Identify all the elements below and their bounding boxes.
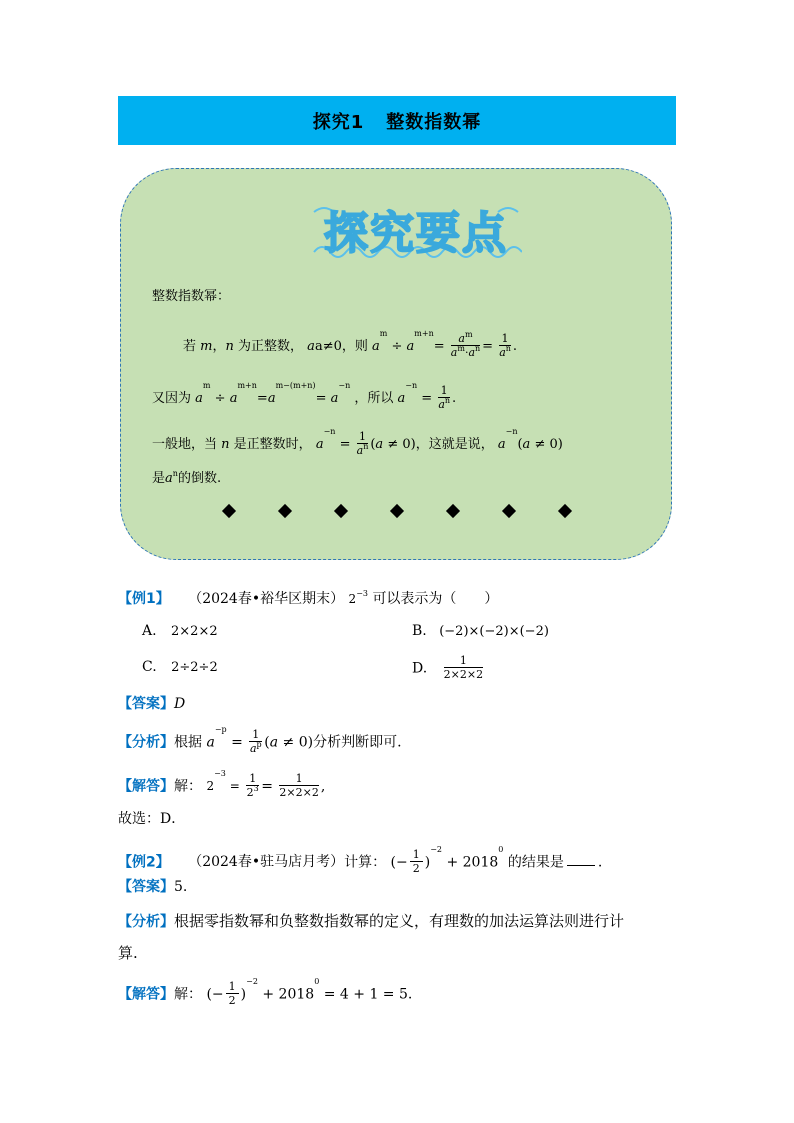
diamond-icon [334, 504, 348, 518]
panel-line-2: 又因为 $a^m \div a^{m+n}=a^{m-(m+n)}= a^{-n}$ ，所以 $a^{-n}$ = $\frac{1}{a^n}$ . [152, 381, 457, 412]
panel-line-3: 一般地，当 n 是正整数时， $a^{-n}$ = $\frac{1}{a^n}$ (a ≠ 0)，这就是说， $a^{-n}(a \ne 0)$ [152, 427, 563, 458]
option-a: A. 2×2×2 [142, 623, 218, 639]
diamond-icon [390, 504, 404, 518]
example-2-tag: 【例2】 [118, 854, 170, 871]
panel-line-4: 是$a^n$的倒数. [152, 469, 222, 486]
example-1-conclusion: 故选：D． [118, 811, 186, 827]
diamond-icon [446, 504, 460, 518]
example-2-analysis-cont: 算. [118, 944, 138, 962]
diamond-icon [558, 504, 572, 518]
example-2-solution: 【解答】解： (− $\frac{1}{2}$ )$^{-2} + 2018^0 = 4 + 1 = 5$. [118, 977, 413, 1008]
banner-number: 探究1 [312, 111, 365, 133]
example-2-answer: 【答案】5. [118, 879, 188, 895]
stamp-title: 探究要点 [324, 208, 508, 259]
diamond-divider [221, 506, 581, 522]
key-points-stamp [310, 202, 522, 268]
example-1-analysis: 【分析】根据 $a^{-p}$ = $\frac{1}{a^p}$ (a ≠ 0)分析判断即可. [118, 725, 402, 756]
example-1-solution: 【解答】解： $2^{-3}$ = $\frac{1}{2^3}$ = $\frac{1}{2\times 2\times 2}$ , [118, 769, 326, 800]
example-2-question: 【例2】 （2024春•驻马店月考）计算： (− $\frac{1}{2}$ )$^{-2} + 2018^0$ 的结果是 . [118, 845, 603, 876]
diamond-icon [502, 504, 516, 518]
panel-heading: 整数指数幂： [152, 289, 231, 304]
option-b: B. (−2)×(−2)×(−2) [412, 623, 549, 639]
banner-title: 整数指数幂 [386, 111, 482, 133]
diamond-icon [222, 504, 236, 518]
panel-line-1: 若 m，n 为正整数， aa≠0，则 $a^m \div a^{m+n}=$ $\frac{a^m}{a^m\cdot a^n}$ = $\frac{1}{a^n}$ . [183, 329, 518, 360]
section-banner [118, 96, 676, 145]
diamond-icon [278, 504, 292, 518]
example-1-tag: 【例1】 [118, 591, 170, 607]
example-1-answer: 【答案】D [118, 696, 186, 712]
option-d: D. $\frac{1}{2\times 2\times 2}$ [412, 654, 484, 682]
option-c: C. 2÷2÷2 [142, 659, 218, 675]
example-2-analysis: 【分析】根据零指数幂和负整数指数幂的定义，有理数的加法运算法则进行计 [118, 912, 625, 930]
example-1-question: 【例1】 （2024春•裕华区期末） $2^{-3}$ 可以表示为（ ） [118, 589, 499, 607]
